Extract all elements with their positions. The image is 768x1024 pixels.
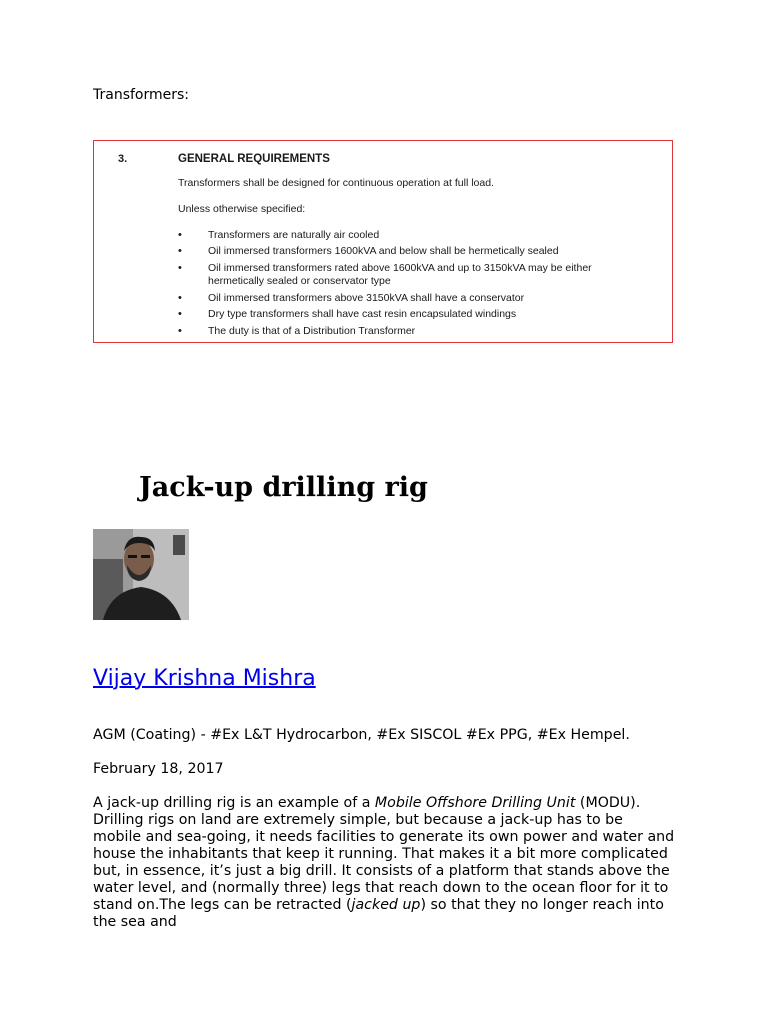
requirement-item: • Oil immersed transformers 1600kVA and below shall be hermetically sealed: [178, 245, 643, 258]
body-emphasis: jacked up: [351, 897, 421, 913]
requirement-item: • Transformers are naturally air cooled: [178, 229, 643, 242]
requirement-item: • The duty is that of a Distribution Transformer: [178, 325, 643, 338]
author-name-link[interactable]: Vijay Krishna Mishra: [93, 666, 316, 691]
body-text: (MODU). Drilling rigs on land are extremely simple, but because a jack-up has to be mobile and sea-going, it needs facilities to generate its own power and water and house the inhabitants that keep it running. That makes it a bit more complicated but, in essence, it’s just a big drill. It consists of a platform that stands above the water level, and (normally three) legs that reach down to the ocean floor for it to stand on.The legs can be retracted (: [93, 795, 675, 913]
section-intro: Transformers shall be designed for continuous operation at full load.: [178, 177, 494, 189]
section-condition: Unless otherwise specified:: [178, 203, 306, 215]
article-title: Jack-up drilling rig: [139, 472, 428, 503]
article-body: [93, 795, 675, 931]
requirement-item: • Oil immersed transformers above 3150kVA shall have a conservator: [178, 292, 643, 305]
publish-date: February 18, 2017: [93, 761, 224, 777]
requirement-item: • Dry type transformers shall have cast resin encapsulated windings: [178, 308, 643, 321]
author-bio: AGM (Coating) - #Ex L&T Hydrocarbon, #Ex SISCOL #Ex PPG, #Ex Hempel.: [93, 727, 630, 743]
author-photo: [93, 529, 189, 620]
requirement-item: • Oil immersed transformers rated above 1600kVA and up to 3150kVA may be either hermetically sealed or conservator type: [178, 262, 643, 288]
body-text: ) so that they no longer reach into the sea and: [93, 897, 664, 930]
intro-label: Transformers:: [93, 87, 190, 103]
requirements-box: [93, 140, 673, 343]
section-number: 3.: [118, 153, 128, 165]
body-text: A jack-up drilling rig is an example of a: [93, 795, 375, 811]
body-emphasis: Mobile Offshore Drilling Unit: [374, 795, 576, 811]
author-avatar[interactable]: [93, 529, 189, 620]
section-title: GENERAL REQUIREMENTS: [178, 153, 330, 165]
